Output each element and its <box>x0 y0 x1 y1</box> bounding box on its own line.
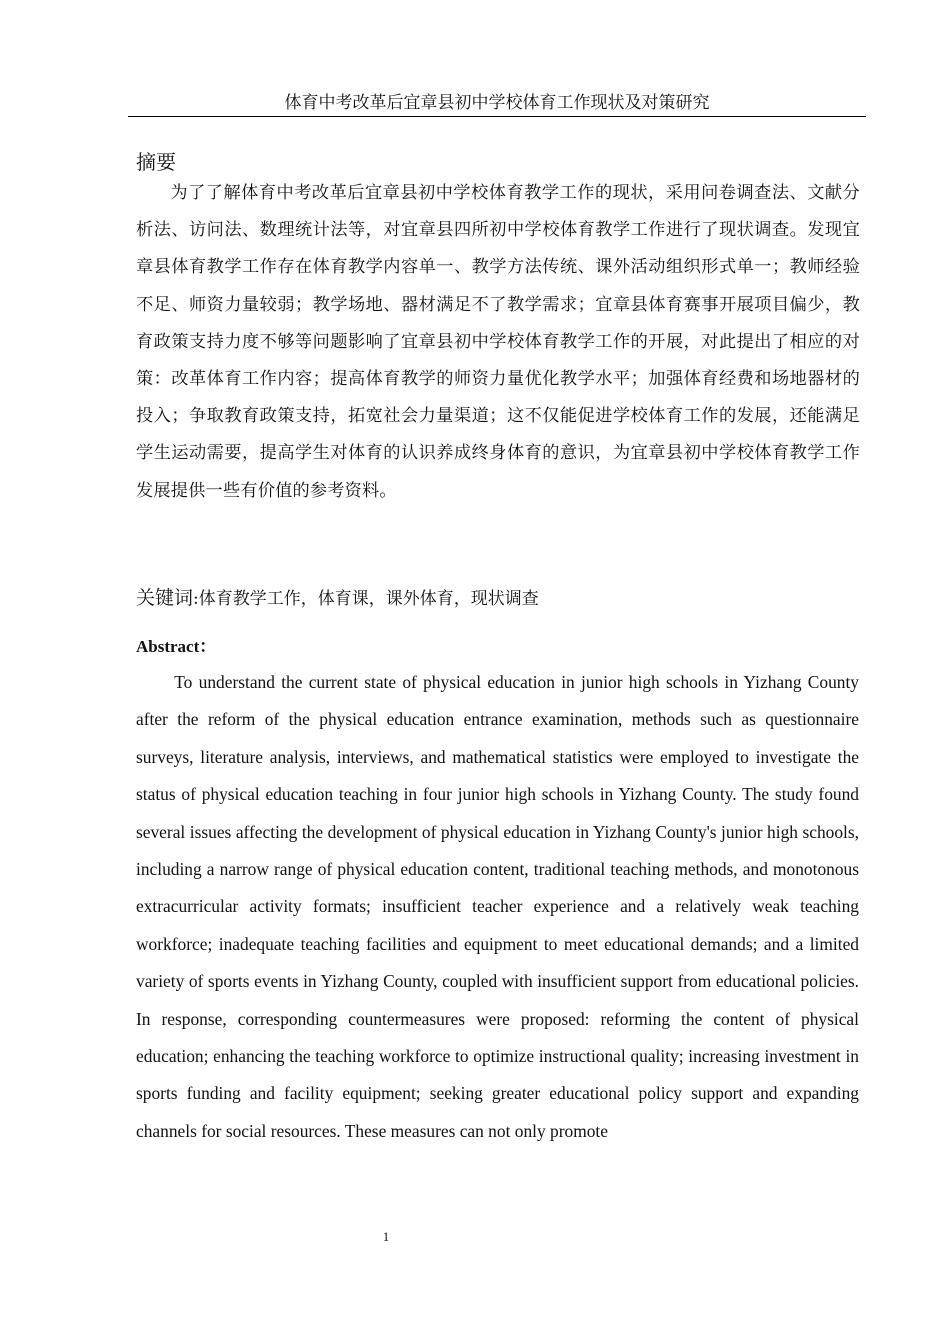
keywords-separator: : <box>193 589 199 609</box>
abstract-cn-body: 为了了解体育中考改革后宜章县初中学校体育教学工作的现状，采用问卷调查法、文献分析法、访问法、数理统计法等，对宜章县四所初中学校体育教学工作进行了现状调查。发现宜章县体育教学工作存在体育教学内容单一、教学方法传统、课外活动组织形式单一；教师经验不足、师资力量较弱；教学场地、器材满足不了教学需求；宜章县体育赛事开展项目偏少，教育政策支持力度不够等问题影响了宜章县初中学校体育教学工作的开展，对此提出了相应的对策：改革体育工作内容；提高体育教学的师资力量优化教学水平；加强体育经费和场地器材的投入；争取教育政策支持，拓宽社会力量渠道；这不仅能促进学校体育工作的发展，还能满足学生运动需要，提高学生对体育的认识养成终身体育的意识，为宜章县初中学校体育教学工作发展提供一些有价值的参考资料。 <box>136 183 860 501</box>
running-header <box>128 92 866 117</box>
keywords-label: 关键词 <box>136 587 194 609</box>
running-header-title: 体育中考改革后宜章县初中学校体育工作现状及对策研究 <box>284 93 710 113</box>
keywords-text: 体育教学工作，体育课，课外体育，现状调查 <box>198 589 539 609</box>
abstract-en-heading: Abstract： <box>136 637 217 656</box>
keywords-line <box>136 583 860 614</box>
page-number: 1 <box>382 1229 390 1244</box>
abstract-en-body: To understand the current state of physical education in junior high schools in Yizhang County after the reform of the physical education entrance examination, methods such as questionnaire surveys, literature analysis, interviews, and mathematical statistics were employed to investigate the status of physical education teaching in four junior high schools in Yizhang County. The study found several issues affecting the development of physical education in Yizhang County's junior high schools, including a narrow range of physical education content, traditional teaching methods, and monotonous extracurricular activity formats; insufficient teacher experience and a relatively weak teaching workforce; inadequate teaching facilities and equipment to meet educational demands; and a limited variety of sports events in Yizhang County, coupled with insufficient support from educational policies. In response, corresponding countermeasures were proposed: reforming the content of physical education; enhancing the teaching workforce to optimize instructional quality; increasing investment in sports funding and facility equipment; seeking greater educational policy support and expanding channels for social resources. These measures can not only promote <box>136 672 859 1141</box>
abstract-cn-heading: 摘要 <box>136 150 176 174</box>
